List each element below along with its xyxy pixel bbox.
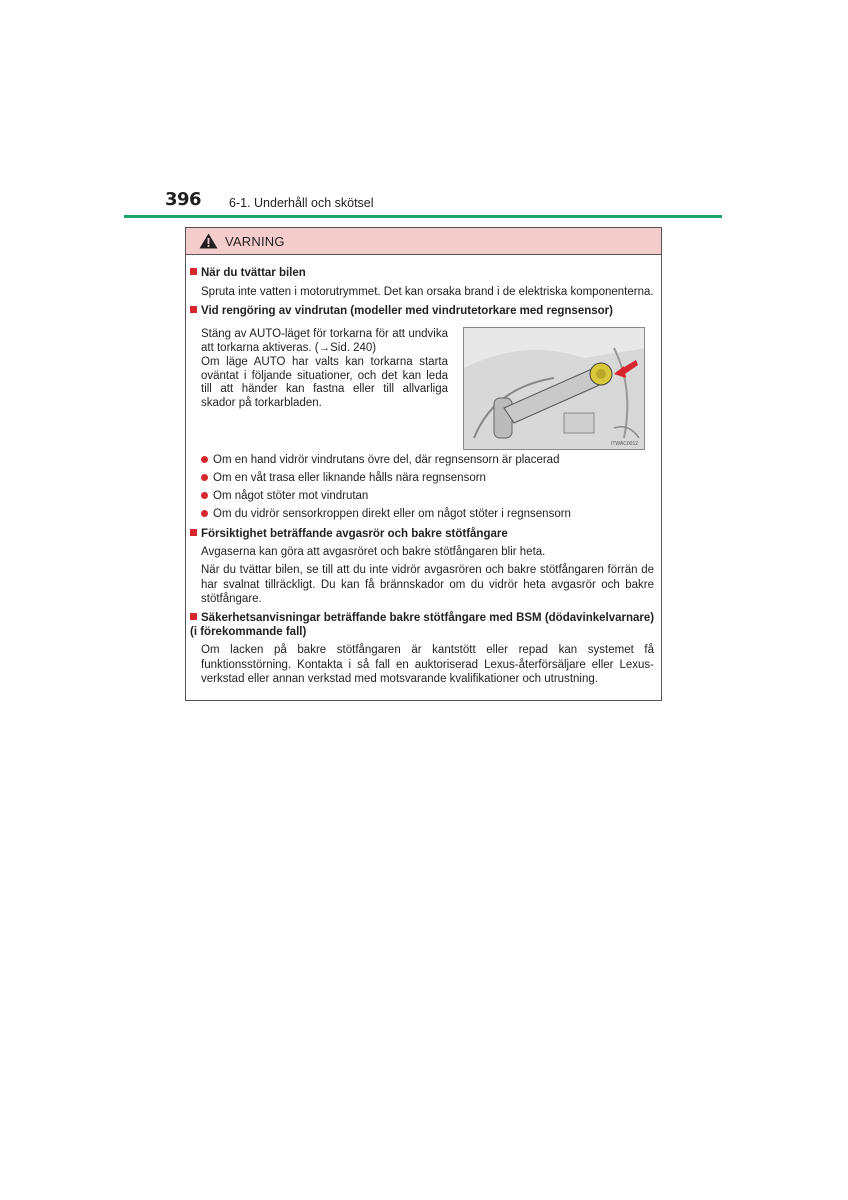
square-bullet-icon bbox=[190, 306, 197, 313]
section-heading-washing: När du tvättar bilen bbox=[190, 266, 306, 280]
wiper-switch-illustration bbox=[463, 327, 645, 450]
red-dot-icon bbox=[201, 456, 208, 463]
figure-code: ITWAC0012 bbox=[610, 441, 638, 447]
section-title: 6-1. Underhåll och skötsel bbox=[229, 196, 374, 210]
section-heading-exhaust: Försiktighet beträffande avgasrör och bakre stötfångare bbox=[190, 527, 508, 541]
bullet-item: Om en våt trasa eller liknande hålls nära regnsensorn bbox=[201, 471, 486, 485]
square-bullet-icon bbox=[190, 529, 197, 536]
square-bullet-icon bbox=[190, 613, 197, 620]
red-dot-icon bbox=[201, 510, 208, 517]
red-dot-icon bbox=[201, 492, 208, 499]
wiper-lever-image bbox=[464, 328, 645, 450]
bullet-item: Om en hand vidrör vindrutans övre del, där regnsensorn är placerad bbox=[201, 453, 559, 467]
paragraph: Om lacken på bakre stötfångaren är kantstött eller repad kan systemet få funktionsstörning. Kontakta i så fall en auktoriserad Lexus-återförsäljare eller Lexus-verkstad eller annan verkstad med motsvarande kvalifikationer och utrustning. bbox=[201, 644, 654, 685]
paragraph: Om läge AUTO har valts kan torkarna starta oväntat i följande situationer, och det kan leda till att händer kan fastna eller till allvarliga skador på torkarbladen. bbox=[201, 356, 448, 409]
warning-triangle-icon bbox=[199, 233, 218, 249]
bullet-item: Om du vidrör sensorkroppen direkt eller om något stöter i regnsensorn bbox=[201, 507, 571, 521]
section-heading-bsm: Säkerhetsanvisningar beträffande bakre stötfångare med BSM (dödavinkelvarnare) (i förekommande fall) bbox=[190, 612, 655, 638]
red-dot-icon bbox=[201, 474, 208, 481]
paragraph: Stäng av AUTO-läget för torkarna för att undvika att torkarna aktiveras. (→Sid. 240) bbox=[201, 328, 448, 354]
page-number: 396 bbox=[165, 189, 202, 210]
paragraph: När du tvättar bilen, se till att du inte vidrör avgasrören och bakre stötfångaren förrän de har svalnat tillräckligt. Du kan få brännskador om du vidrör heta avgasrör och bakre stötfångare. bbox=[201, 564, 654, 605]
paragraph: Avgaserna kan göra att avgasröret och bakre stötfångaren blir heta. bbox=[201, 546, 546, 558]
warning-title: VARNING bbox=[225, 233, 285, 249]
paragraph: Spruta inte vatten i motorutrymmet. Det kan orsaka brand i de elektriska komponenterna. bbox=[201, 286, 654, 298]
header-rule bbox=[124, 215, 722, 218]
section-heading-windshield: Vid rengöring av vindrutan (modeller med vindrutetorkare med regnsensor) bbox=[190, 304, 613, 318]
bullet-item: Om något stöter mot vindrutan bbox=[201, 489, 368, 503]
square-bullet-icon bbox=[190, 268, 197, 275]
warning-header bbox=[186, 228, 661, 255]
